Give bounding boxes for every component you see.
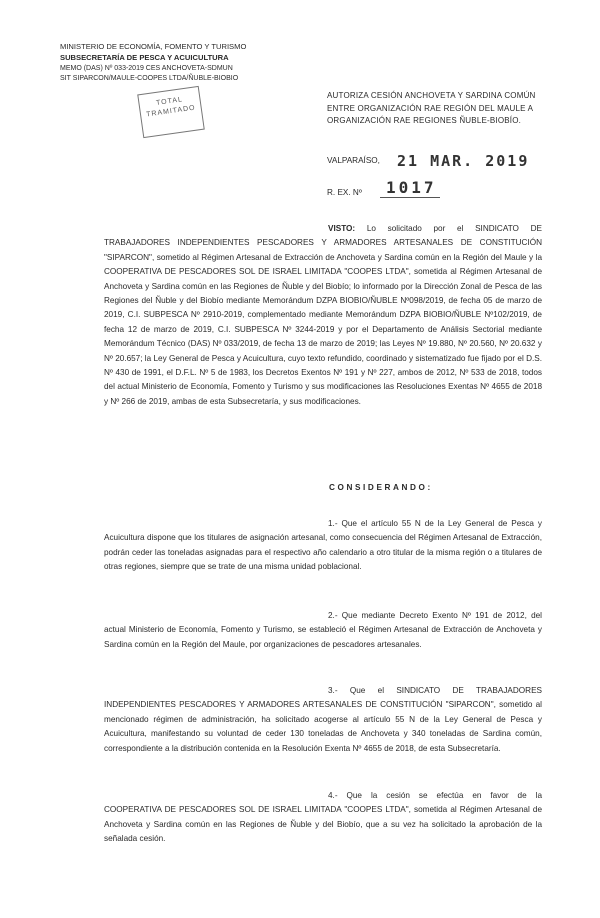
considerando-heading: CONSIDERANDO: [329, 483, 433, 492]
stamp-line-1: TOTAL [155, 96, 184, 107]
tramitado-stamp [137, 86, 205, 138]
subsecretaria-name: SUBSECRETARÍA DE PESCA Y ACUICULTURA [60, 53, 229, 62]
resolution-number: 1017 [386, 178, 437, 197]
considerando-4: 4.- Que la cesión se efectúa en favor de la COOPERATIVA DE PESCADORES SOL DE ISRAEL LIMITADA "COOPES LTDA", sometida al Régimen Artesanal de Anchoveta y Sardina común en las Regiones de Ñuble y del Biobío, que a su vez ha solicitado la aprobación de la señalada cesión. [104, 791, 542, 844]
considerando-2: 2.- Que mediante Decreto Exento Nº 191 de 2012, del actual Ministerio de Economía, Fomento y Turismo, se estableció el Régimen Artesanal de Extracción de Anchoveta y Sardina común en la Región del Maule, por organizaciones de pescadores artesanales. [104, 611, 542, 649]
rex-underline [380, 197, 440, 198]
memo-reference: MEMO (DAS) Nº 033-2019 CES ANCHOVETA-SDMUN [60, 65, 233, 72]
visto-paragraph [104, 222, 542, 409]
ministry-name: MINISTERIO DE ECONOMÍA, FOMENTO Y TURISMO [60, 42, 247, 51]
visto-text: Lo solicitado por el SINDICATO DE TRABAJADORES INDEPENDIENTES PESCADORES Y ARMADORES ARTESANALES DE CONSTITUCIÓN "SIPARCON", sometido al Régimen Artesanal de Extracción de Anchoveta y Sardina común en la Región del Maule y la COOPERATIVA DE PESCADORES SOL DE ISRAEL LIMITADA "COOPES LTDA", sometida al Régimen Artesanal de Anchoveta y Sardina común en las Regiones de Ñuble y del Biobío; lo informado por la Dirección Zonal de Pesca de las Regiones del Ñuble y del Biobío mediante Memorándum DZPA BIOBIO/ÑUBLE Nº098/2019, de fecha 05 de marzo de 2019, C.I. SUBPESCA Nº 2910-2019, complementado mediante Memorándum DZPA BIOBIO/ÑUBLE Nº102/2019, de fecha 12 de marzo de 2019, C.I. SUBPESCA Nº 3244-2019 y por el Departamento de Análisis Sectorial mediante Memorándum Técnico (DAS) Nº 033/2019, de fecha 13 de marzo de 2019; las Leyes Nº 19.880, Nº 20.560, Nº 20.632 y Nº 20.657; la Ley General de Pesca y Acuicultura, cuyo texto refundido, coordinado y sistematizado fue fijado por el D.S. Nº 430 de 1991, el D.F.L. Nº 5 de 1983, los Decretos Exentos Nº 191 y Nº 227, ambos de 2012, Nº 533 de 2018, todos del actual Ministerio de Economía, Fomento y Turismo y sus modificaciones las Resoluciones Exentas Nº 4655 de 2018 y Nº 266 de 2019, ambas de esta Subsecretaría, y sus modificaciones. [104, 224, 542, 406]
considerando-1: 1.- Que el artículo 55 N de la Ley General de Pesca y Acuicultura dispone que los titulares de asignación artesanal, como consecuencia del Régimen Artesanal de Extracción, podrán ceder las toneladas asignadas para el respectivo año calendario a otro titular de la misma región o a titulares de otras regiones, siempre que se trate de una misma unidad poblacional. [104, 519, 542, 572]
place-label: VALPARAÍSO, [327, 156, 380, 165]
handwritten-date: 21 MAR. 2019 [397, 152, 530, 170]
rex-label: R. EX. Nº [327, 188, 362, 197]
memo-reference-2: SIT SIPARCON/MAULE-COOPES LTDA/ÑUBLE-BIOBIO [60, 75, 239, 82]
resolution-title: AUTORIZA CESIÓN ANCHOVETA Y SARDINA COMÚN ENTRE ORGANIZACIÓN RAE REGIÓN DEL MAULE A ORGANIZACIÓN RAE REGIONES ÑUBLE-BIOBÍO. [327, 91, 536, 125]
stamp-line-2: TRAMITADO [145, 104, 197, 119]
considerando-3: 3.- Que el SINDICATO DE TRABAJADORES INDEPENDIENTES PESCADORES Y ARMADORES ARTESANALES DE CONSTITUCIÓN "SIPARCON", sometido al mencionado régimen de administración, ha solicitado acogerse al artículo 55 N de la Ley General de Pesca y Acuicultura, manifestando su voluntad de ceder 130 toneladas de Anchoveta y 340 toneladas de Sardina común, correspondiente a la distribución contenida en la Resolución Exenta Nº 4655 de 2018, de esta Subsecretaría. [104, 686, 542, 753]
visto-label: VISTO: [328, 224, 356, 233]
